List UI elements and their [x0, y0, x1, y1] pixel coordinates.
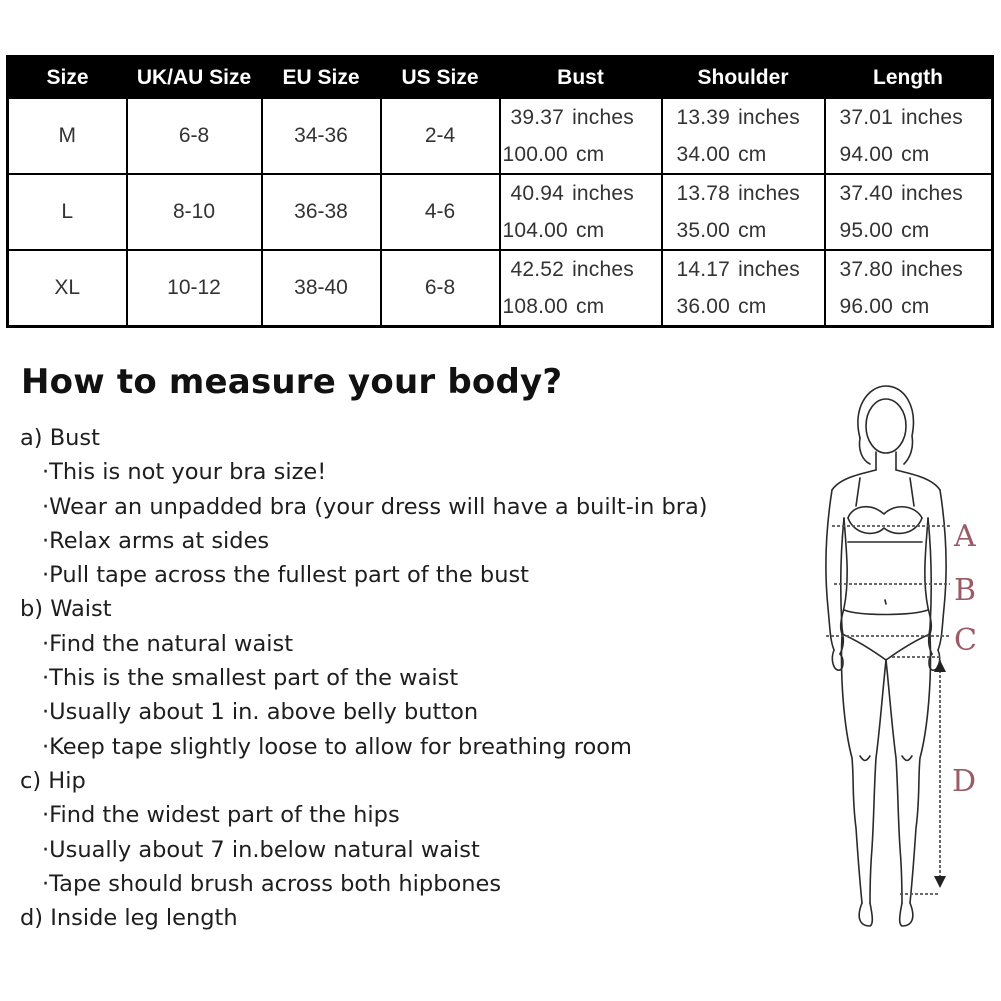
bust-cm-value: 100.00: [502, 143, 568, 166]
cell-uk-au-size: 10-12: [127, 250, 262, 327]
header-length: Length: [825, 57, 993, 99]
list-item: ·Usually about 7 in.below natural waist: [42, 836, 480, 863]
header-uk-au-size: UK/AU Size: [127, 57, 262, 99]
list-item: ·Pull tape across the fullest part of the bust: [42, 562, 530, 589]
header-bust: Bust: [500, 57, 662, 99]
unit-cm: cm: [738, 143, 767, 166]
cell-length: [825, 174, 993, 250]
bust-inches-value: 40.94: [510, 182, 565, 205]
list-item: ·Wear an unpadded bra (your dress will have a built-in bra): [42, 493, 708, 520]
length-inches-value: 37.80: [839, 258, 894, 281]
bust-cm-value: 104.00: [502, 219, 568, 242]
list-item: ·Usually about 1 in. above belly button: [42, 699, 479, 726]
measurement-instructions: [20, 421, 780, 935]
cell-eu-size: 38-40: [262, 250, 381, 327]
list-item: ·This is the smallest part of the waist: [42, 665, 459, 692]
cell-size: L: [8, 174, 127, 250]
measure-label-c: C: [954, 623, 977, 658]
cell-uk-au-size: 8-10: [127, 174, 262, 250]
bust-inches-value: 39.37: [510, 106, 565, 129]
list-item: ·Tape should brush across both hipbones: [42, 870, 502, 897]
size-chart-table: [6, 55, 994, 328]
measure-label-d: D: [952, 764, 977, 799]
length-inches-value: 37.40: [839, 182, 894, 205]
list-item: ·Keep tape slightly loose to allow for breathing room: [42, 733, 632, 760]
cell-bust: [500, 250, 662, 327]
list-item: ·Find the widest part of the hips: [42, 802, 400, 829]
length-cm-value: 94.00: [839, 143, 894, 166]
cell-length: [825, 250, 993, 327]
unit-inches: inches: [572, 182, 634, 205]
header-size: Size: [8, 57, 127, 99]
length-inches-value: 37.01: [839, 106, 894, 129]
unit-inches: inches: [901, 106, 963, 129]
unit-inches: inches: [738, 258, 800, 281]
table-header-row: [8, 57, 993, 99]
shoulder-cm-value: 35.00: [676, 219, 731, 242]
shoulder-cm-value: 36.00: [676, 295, 731, 318]
measure-label-a: A: [954, 519, 976, 554]
bust-inches-value: 42.52: [510, 258, 565, 281]
cell-bust: [500, 98, 662, 174]
shoulder-inches-value: 14.17: [676, 258, 731, 281]
shoulder-inches-value: 13.39: [676, 106, 731, 129]
header-eu-size: EU Size: [262, 57, 381, 99]
table-row: [8, 98, 993, 174]
cell-shoulder: [662, 250, 825, 327]
page-title: How to measure your body?: [21, 362, 563, 402]
section-heading-hip: c) Hip: [20, 767, 86, 794]
unit-inches: inches: [738, 106, 800, 129]
unit-inches: inches: [901, 258, 963, 281]
cell-us-size: 2-4: [381, 98, 500, 174]
cell-us-size: 4-6: [381, 174, 500, 250]
cell-shoulder: [662, 174, 825, 250]
body-outline-illustration: [800, 378, 1000, 948]
cell-size: XL: [8, 250, 127, 327]
unit-cm: cm: [738, 219, 767, 242]
cell-eu-size: 36-38: [262, 174, 381, 250]
unit-cm: cm: [901, 219, 930, 242]
cell-bust: [500, 174, 662, 250]
cell-shoulder: [662, 98, 825, 174]
length-cm-value: 95.00: [839, 219, 894, 242]
unit-cm: cm: [901, 295, 930, 318]
list-item: ·Find the natural waist: [42, 630, 294, 657]
cell-us-size: 6-8: [381, 250, 500, 327]
unit-inches: inches: [738, 182, 800, 205]
header-us-size: US Size: [381, 57, 500, 99]
unit-inches: inches: [572, 106, 634, 129]
unit-cm: cm: [738, 295, 767, 318]
cell-eu-size: 34-36: [262, 98, 381, 174]
section-heading-waist: b) Waist: [20, 596, 112, 623]
section-heading-bust: a) Bust: [20, 425, 100, 451]
cell-length: [825, 98, 993, 174]
cell-size: M: [8, 98, 127, 174]
shoulder-inches-value: 13.78: [676, 182, 731, 205]
header-shoulder: Shoulder: [662, 57, 825, 99]
unit-inches: inches: [901, 182, 963, 205]
unit-cm: cm: [901, 143, 930, 166]
unit-cm: cm: [575, 219, 605, 242]
measure-label-b: B: [954, 573, 977, 608]
unit-inches: inches: [572, 258, 634, 281]
body-measurement-figure: [800, 378, 1000, 948]
unit-cm: cm: [575, 295, 605, 318]
cell-uk-au-size: 6-8: [127, 98, 262, 174]
table-row: [8, 174, 993, 250]
list-item: ·This is not your bra size!: [42, 459, 327, 486]
table-row: [8, 250, 993, 327]
length-cm-value: 96.00: [839, 295, 894, 318]
shoulder-cm-value: 34.00: [676, 143, 731, 166]
unit-cm: cm: [575, 143, 605, 166]
section-heading-inside-leg: d) Inside leg length: [20, 905, 238, 932]
list-item: ·Relax arms at sides: [42, 527, 270, 554]
bust-cm-value: 108.00: [502, 295, 568, 318]
